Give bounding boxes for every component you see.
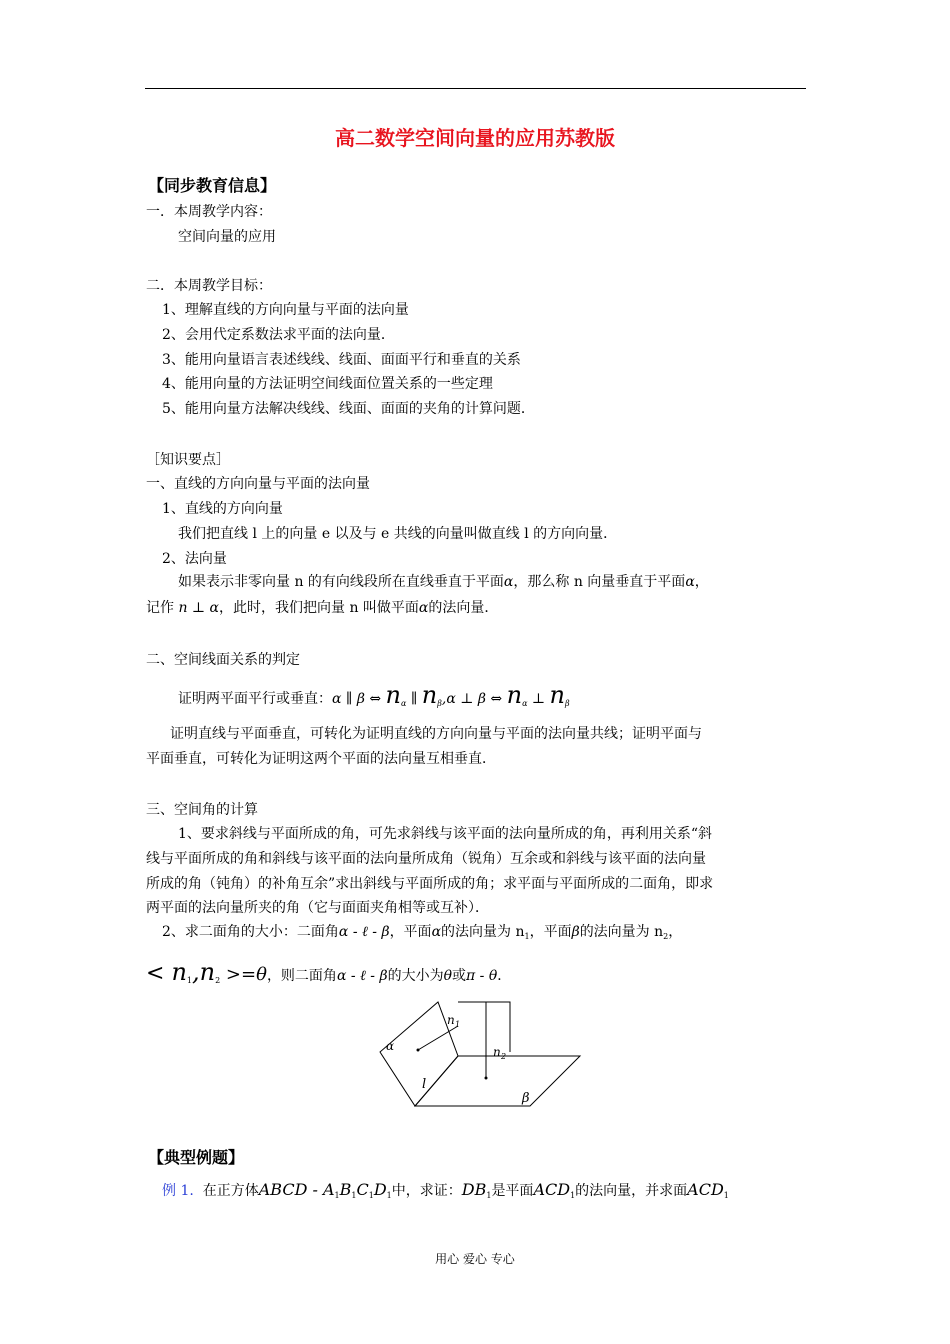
k3-p3-line — [146, 956, 511, 997]
page-title: 高二数学空间向量的应用苏教版 — [335, 126, 615, 150]
alpha-symbol: α — [418, 600, 429, 616]
perp-notation: n ⊥ α — [178, 600, 219, 616]
k1-2-text-b: ，那么称 n 向量垂直于平面 — [513, 574, 686, 590]
k3-p1-line4: 两平面的法向量所夹的角（它与面面夹角相等或互补）． — [146, 900, 489, 916]
ex1-c: 是平面 — [491, 1183, 534, 1199]
alpha-symbol: α — [503, 574, 514, 590]
k3-p3-b: ，则二面角 — [266, 968, 337, 984]
k1-1-text: 我们把直线 l 上的向量 e 以及与 e 共线的向量叫做直线 l 的方向向量． — [178, 526, 618, 542]
goal-item: 1、理解直线的方向向量与平面的法向量 — [162, 302, 409, 318]
normal-vector-n: n — [385, 681, 402, 709]
example1-line — [162, 1176, 729, 1210]
top-frame — [458, 1002, 510, 1052]
ex1-d: 的法向量，并求面 — [575, 1183, 688, 1199]
k2-text-line1: 证明直线与平面垂直，可转化为证明直线的方向向量与平面的法向量共线；证明平面与 — [170, 726, 702, 742]
normal-vector-n: n — [549, 681, 566, 709]
perp-symbol: ⊥ — [527, 691, 550, 707]
sub-one: 1 — [386, 1191, 392, 1200]
parallel-symbol: ∥ — [406, 691, 422, 707]
k1-1-heading: 1、直线的方向向量 — [162, 501, 283, 517]
n2-foot-point — [485, 1077, 488, 1080]
pi-minus-theta: π - θ — [466, 968, 498, 984]
sub-one: 1 — [524, 932, 530, 941]
alpha-symbol: α — [685, 574, 695, 590]
k2-formula-line — [178, 680, 570, 719]
dihedral-notation: α - ℓ - β — [336, 968, 388, 984]
label-n2-sub: 2 — [501, 1052, 507, 1061]
sub-alpha: α — [522, 699, 528, 708]
sub-one: 1 — [351, 1191, 357, 1200]
normal-vector-n: n — [506, 681, 523, 709]
ex1-b: 中，求证： — [391, 1183, 462, 1199]
k1-2-text-e: ，此时，我们把向量 n 叫做平面 — [219, 600, 419, 616]
label-beta: β — [522, 1091, 530, 1106]
sub-two: 2 — [215, 976, 221, 985]
label-n1: n — [447, 1013, 455, 1027]
k3-p2-b: ，平面 — [389, 924, 432, 940]
sub-one: 1 — [570, 1191, 576, 1200]
label-n2: n — [493, 1045, 501, 1059]
k3-p3-e: ． — [497, 968, 512, 984]
knowledge-heading: ［知识要点］ — [146, 452, 230, 468]
k1-2-text-line1 — [178, 572, 709, 592]
k3-p2-e: 的法向量为 n — [579, 924, 664, 940]
label-alpha: α — [386, 1039, 395, 1053]
k3-p2-c: 的法向量为 n — [441, 924, 525, 940]
k3-p1-line3: 所成的角（钝角）的补角互余”求出斜线与平面所成的角；求平面与平面所成的二面角，即求 — [146, 876, 714, 892]
sub-beta: β — [437, 699, 442, 708]
comma: , — [192, 958, 200, 986]
sub-two: 2 — [663, 932, 669, 941]
perp-equiv: ,α ⊥ β ⇔ — [441, 691, 507, 707]
k1-heading: 一、直线的方向向量与平面的法向量 — [146, 476, 370, 492]
vector-db1: DB — [461, 1180, 487, 1199]
info-heading: 【同步教育信息】 — [148, 176, 277, 195]
sub-one: 1 — [368, 1191, 374, 1200]
k2-heading: 二、空间线面关系的判定 — [146, 652, 300, 668]
normal-vector-n: n — [421, 681, 438, 709]
k3-p1-line1: 1、要求斜线与平面所成的角，可先求斜线与该平面的法向量所成的角，再利用关系“斜 — [178, 826, 713, 842]
content-item: 空间向量的应用 — [178, 229, 276, 245]
theta-symbol: θ — [443, 968, 453, 984]
examples-heading: 【典型例题】 — [148, 1148, 245, 1167]
sub-one: 1 — [723, 1191, 729, 1200]
page-footer: 用心 爱心 专心 — [435, 1252, 515, 1266]
sub-beta: β — [565, 699, 570, 708]
goal-item: 2、会用代定系数法求平面的法向量． — [162, 327, 395, 343]
angle-close-theta: >=θ — [220, 964, 267, 985]
k3-p1-line2: 线与平面所成的角和斜线与该平面的法向量所成角（锐角）互余或和斜线与该平面的法向量 — [146, 851, 706, 867]
ex1-a: 在正方体 — [202, 1183, 259, 1199]
dihedral-angle-figure — [370, 998, 590, 1114]
k3-p2-line — [162, 922, 682, 947]
sub-one: 1 — [186, 976, 192, 985]
k2-prefix: 证明两平面平行或垂直： — [178, 691, 332, 707]
vertex-b1: B — [339, 1180, 352, 1199]
sub-one: 1 — [334, 1191, 340, 1200]
goal-item: 4、能用向量的方法证明空间线面位置关系的一些定理 — [162, 376, 493, 392]
k3-p2-d: ，平面 — [529, 924, 572, 940]
normal-n1 — [418, 1026, 458, 1050]
plane-beta — [415, 1056, 580, 1106]
plane-acd1: ACD — [533, 1180, 571, 1199]
example1-label: 例 1. — [162, 1183, 194, 1199]
label-n1-sub: 1 — [455, 1020, 461, 1029]
beta-symbol: β — [571, 924, 580, 940]
k1-2-heading: 2、法向量 — [162, 551, 227, 567]
cube-name: ABCD - A — [258, 1180, 335, 1199]
k3-p2-f: ， — [668, 924, 683, 940]
dihedral-notation: α - ℓ - β — [338, 924, 390, 940]
k3-p3-c: 的大小为 — [387, 968, 444, 984]
k1-2-text-d: 记作 — [146, 600, 174, 616]
label-l: l — [422, 1077, 427, 1092]
k1-2-text-f: 的法向量． — [428, 600, 499, 616]
alpha-symbol: α — [431, 924, 442, 940]
k1-2-text-line2 — [146, 598, 498, 618]
goal-item: 3、能用向量语言表述线线、线面、面面平行和垂直的关系 — [162, 352, 521, 368]
goals-heading: 二．本周教学目标： — [146, 278, 272, 294]
header-rule — [145, 88, 806, 89]
parallel-equiv: α ∥ β ⇔ — [332, 691, 386, 707]
k1-2-text-c: ， — [694, 574, 709, 590]
sub-one: 1 — [486, 1191, 492, 1200]
k3-p2-a: 2、求二面角的大小：二面角 — [162, 924, 339, 940]
vertex-d1: D — [373, 1180, 387, 1199]
k1-2-text-a: 如果表示非零向量 n 的有向线段所在直线垂直于平面 — [178, 574, 504, 590]
vertex-c1: C — [356, 1180, 369, 1199]
normal-vector-n: n — [171, 958, 187, 986]
k2-text-line2: 平面垂直，可转化为证明这两个平面的法向量互相垂直． — [146, 751, 496, 767]
sub-alpha: α — [401, 699, 407, 708]
normal-vector-n: n — [199, 958, 216, 986]
plane-acd1: ACD — [687, 1180, 724, 1199]
k3-p3-d: 或 — [452, 968, 467, 984]
k3-heading: 三、空间角的计算 — [146, 802, 258, 818]
n1-foot-point — [417, 1049, 420, 1052]
content-heading: 一．本周教学内容： — [146, 204, 272, 220]
goal-item: 5、能用向量方法解决线线、线面、面面的夹角的计算问题． — [162, 401, 535, 417]
angle-open: < — [146, 961, 172, 986]
